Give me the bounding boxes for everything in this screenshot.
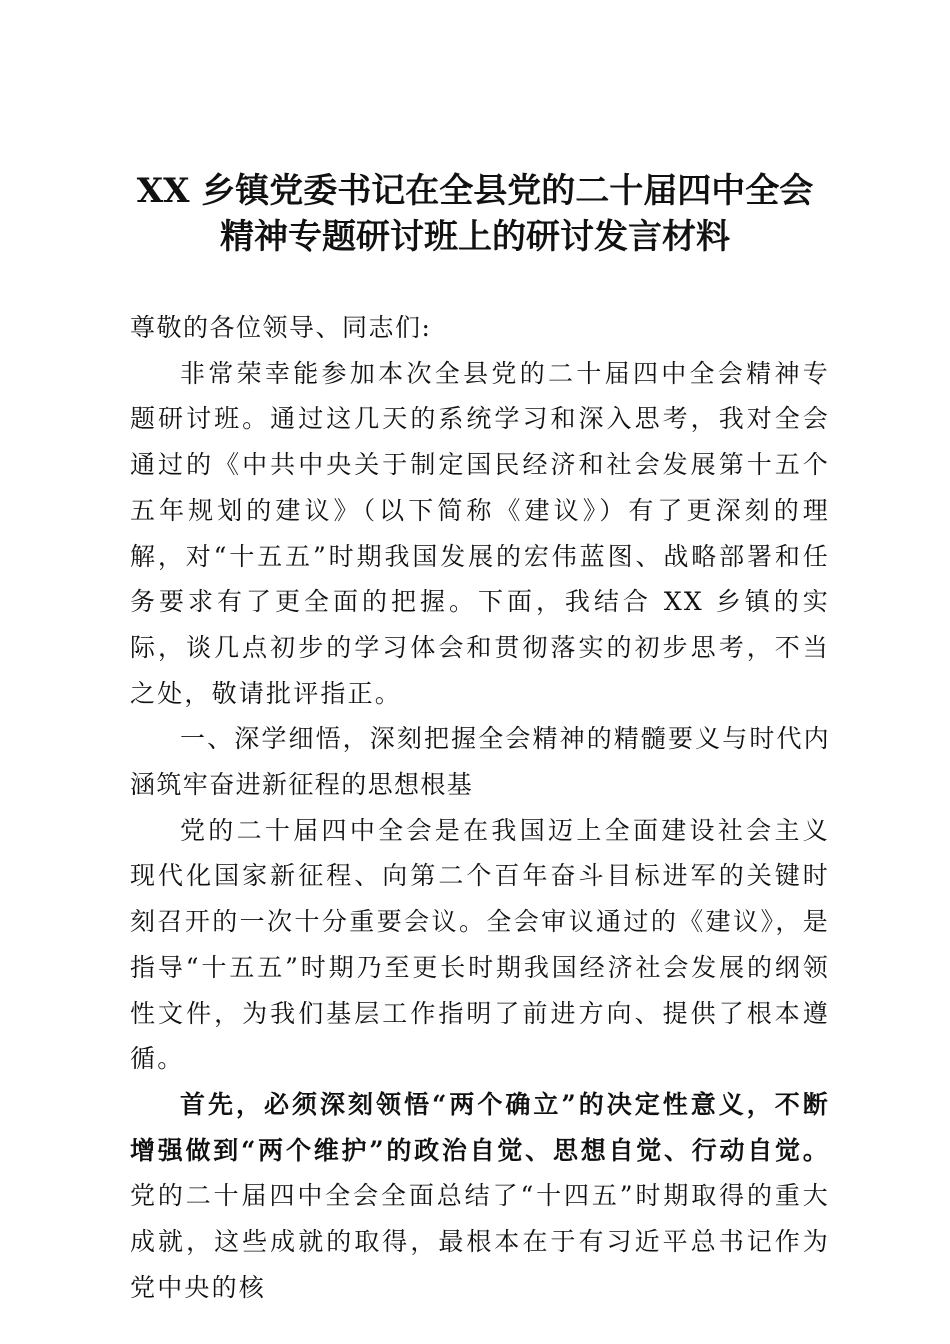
point-1-text: 党的二十届四中全会全面总结了“十四五”时期取得的重大成就，这些成就的取得，最根本在于有习近平总书记作为党中央的核 [130, 1181, 830, 1302]
intro-paragraph: 非常荣幸能参加本次全县党的二十届四中全会精神专题研讨班。通过这几天的系统学习和深入思考，我对全会通过的《中共中央关于制定国民经济和社会发展第十五个五年规划的建议》（以下简称《建议》）有了更深刻的理解，对“十五五”时期我国发展的宏伟蓝图、战略部署和任务要求有了更全面的把握。下面，我结合 XX 乡镇的实际，谈几点初步的学习体会和贯彻落实的初步思考，不当之处，敬请批评指正。 [130, 358, 830, 708]
point-1-lead: 首先，必须深刻领悟“两个确立”的决定性意义，不断增强做到“两个维护”的政治自觉、思想自觉、行动自觉。 [130, 1089, 830, 1165]
document-title [100, 168, 850, 260]
salutation: 尊敬的各位领导、同志们: [130, 313, 432, 342]
title-line-2: 精神专题研讨班上的研讨发言材料 [220, 217, 730, 257]
point-1-paragraph [130, 1082, 830, 1311]
section-1-paragraph: 党的二十届四中全会是在我国迈上全面建设社会主义现代化国家新征程、向第二个百年奋斗目标进军的关键时刻召开的一次十分重要会议。全会审议通过的《建议》，是指导“十五五”时期乃至更长时期我国经济社会发展的纲领性文件，为我们基层工作指明了前进方向、提供了根本遵循。 [130, 815, 830, 1074]
document-body [130, 305, 830, 1310]
title-line-1: XX 乡镇党委书记在全县党的二十届四中全会 [136, 171, 814, 211]
section-heading-1: 一、深学细悟，深刻把握全会精神的精髓要义与时代内涵筑牢奋进新征程的思想根基 [130, 724, 830, 800]
